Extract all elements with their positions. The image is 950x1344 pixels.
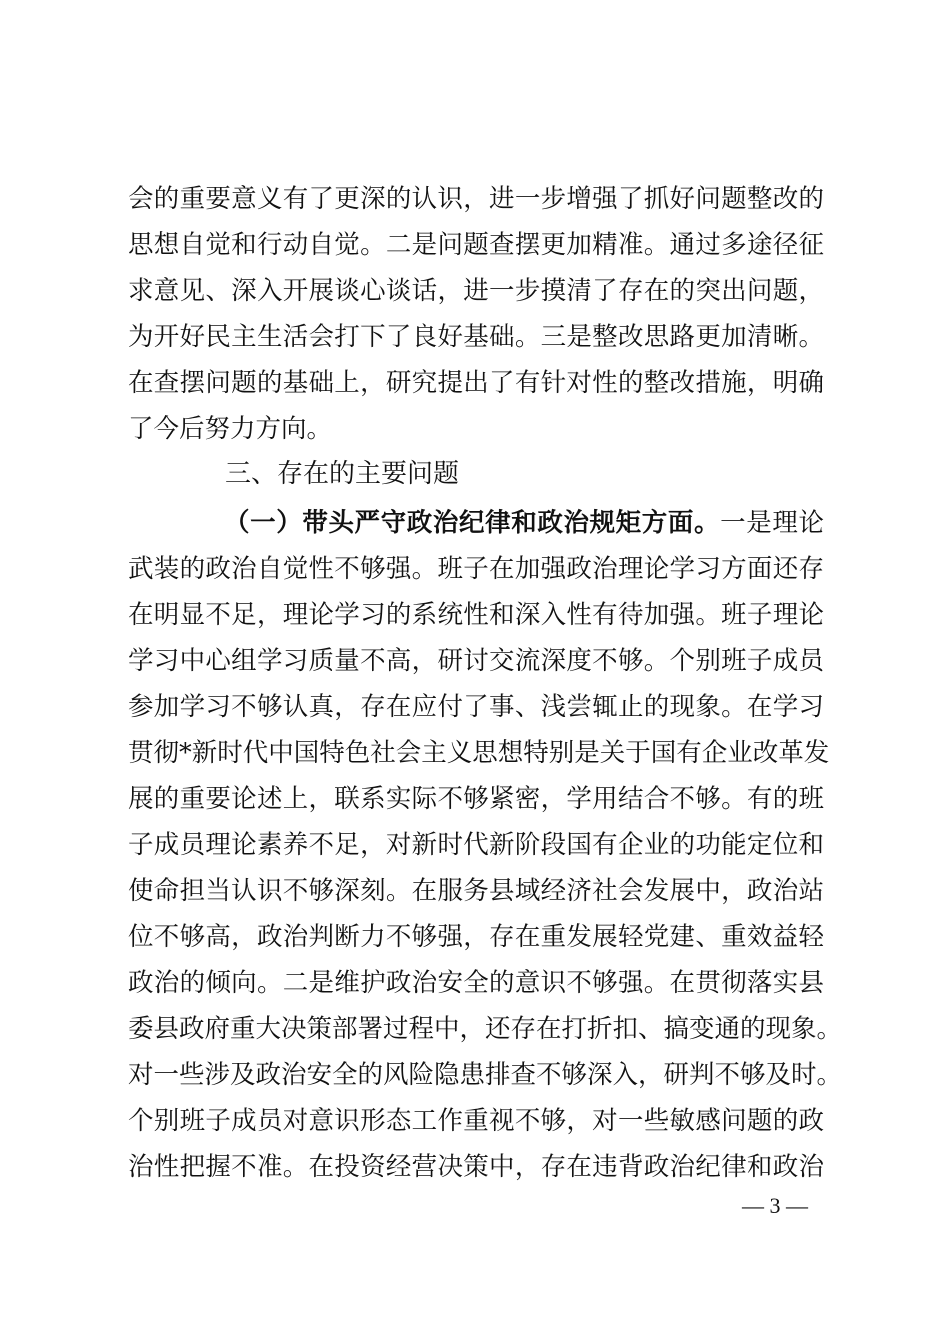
text-line: 展的重要论述上，联系实际不够紧密，学用结合不够。有的班: [128, 784, 824, 814]
text-line: 会的重要意义有了更深的认识，进一步增强了抓好问题整改的: [128, 184, 824, 214]
text-line: 在查摆问题的基础上，研究提出了有针对性的整改措施，明确: [128, 368, 824, 398]
text-line: 治性把握不准。在投资经营决策中，存在违背政治纪律和政治: [128, 1152, 824, 1182]
section-heading: 三、存在的主要问题: [225, 459, 460, 489]
text-line: 在明显不足，理论学习的系统性和深入性有待加强。班子理论: [128, 600, 824, 630]
text-line: 位不够高，政治判断力不够强，存在重发展轻党建、重效益轻: [128, 922, 824, 952]
text-line: 贯彻*新时代中国特色社会主义思想特别是关于国有企业改革发: [128, 738, 830, 768]
paragraph-2-first-line: [128, 500, 824, 546]
text-line: 求意见、深入开展谈心谈话，进一步摸清了存在的突出问题，: [128, 276, 824, 306]
text-line: 思想自觉和行动自觉。二是问题查摆更加精准。通过多途径征: [128, 230, 824, 260]
paragraph-2: [128, 500, 843, 1190]
subsection-heading: （一）带头严守政治纪律和政治规矩方面。: [224, 508, 721, 538]
text-line: 为开好民主生活会打下了良好基础。三是整改思路更加清晰。: [128, 322, 824, 352]
text-line: 委县政府重大决策部署过程中，还存在打折扣、搞变通的现象。: [128, 1014, 843, 1044]
text-line: 个别班子成员对意识形态工作重视不够，对一些敏感问题的政: [128, 1106, 824, 1136]
text-line: 使命担当认识不够深刻。在服务县域经济社会发展中，政治站: [128, 876, 824, 906]
text-line: 了今后努力方向。: [128, 414, 333, 444]
text-line: 政治的倾向。二是维护政治安全的意识不够强。在贯彻落实县: [128, 968, 824, 998]
text-line: 对一些涉及政治安全的风险隐患排查不够深入，研判不够及时。: [128, 1060, 843, 1090]
text-line: 学习中心组学习质量不高，研讨交流深度不够。个别班子成员: [128, 646, 824, 676]
text-line-rest: 一是理论: [720, 508, 824, 538]
text-line: 参加学习不够认真，存在应付了事、浅尝辄止的现象。在学习: [128, 692, 824, 722]
page-number: — 3 —: [742, 1193, 808, 1218]
paragraph-1: [128, 176, 824, 452]
text-line: 子成员理论素养不足，对新时代新阶段国有企业的功能定位和: [128, 830, 824, 860]
text-line: 武装的政治自觉性不够强。班子在加强政治理论学习方面还存: [128, 554, 824, 584]
